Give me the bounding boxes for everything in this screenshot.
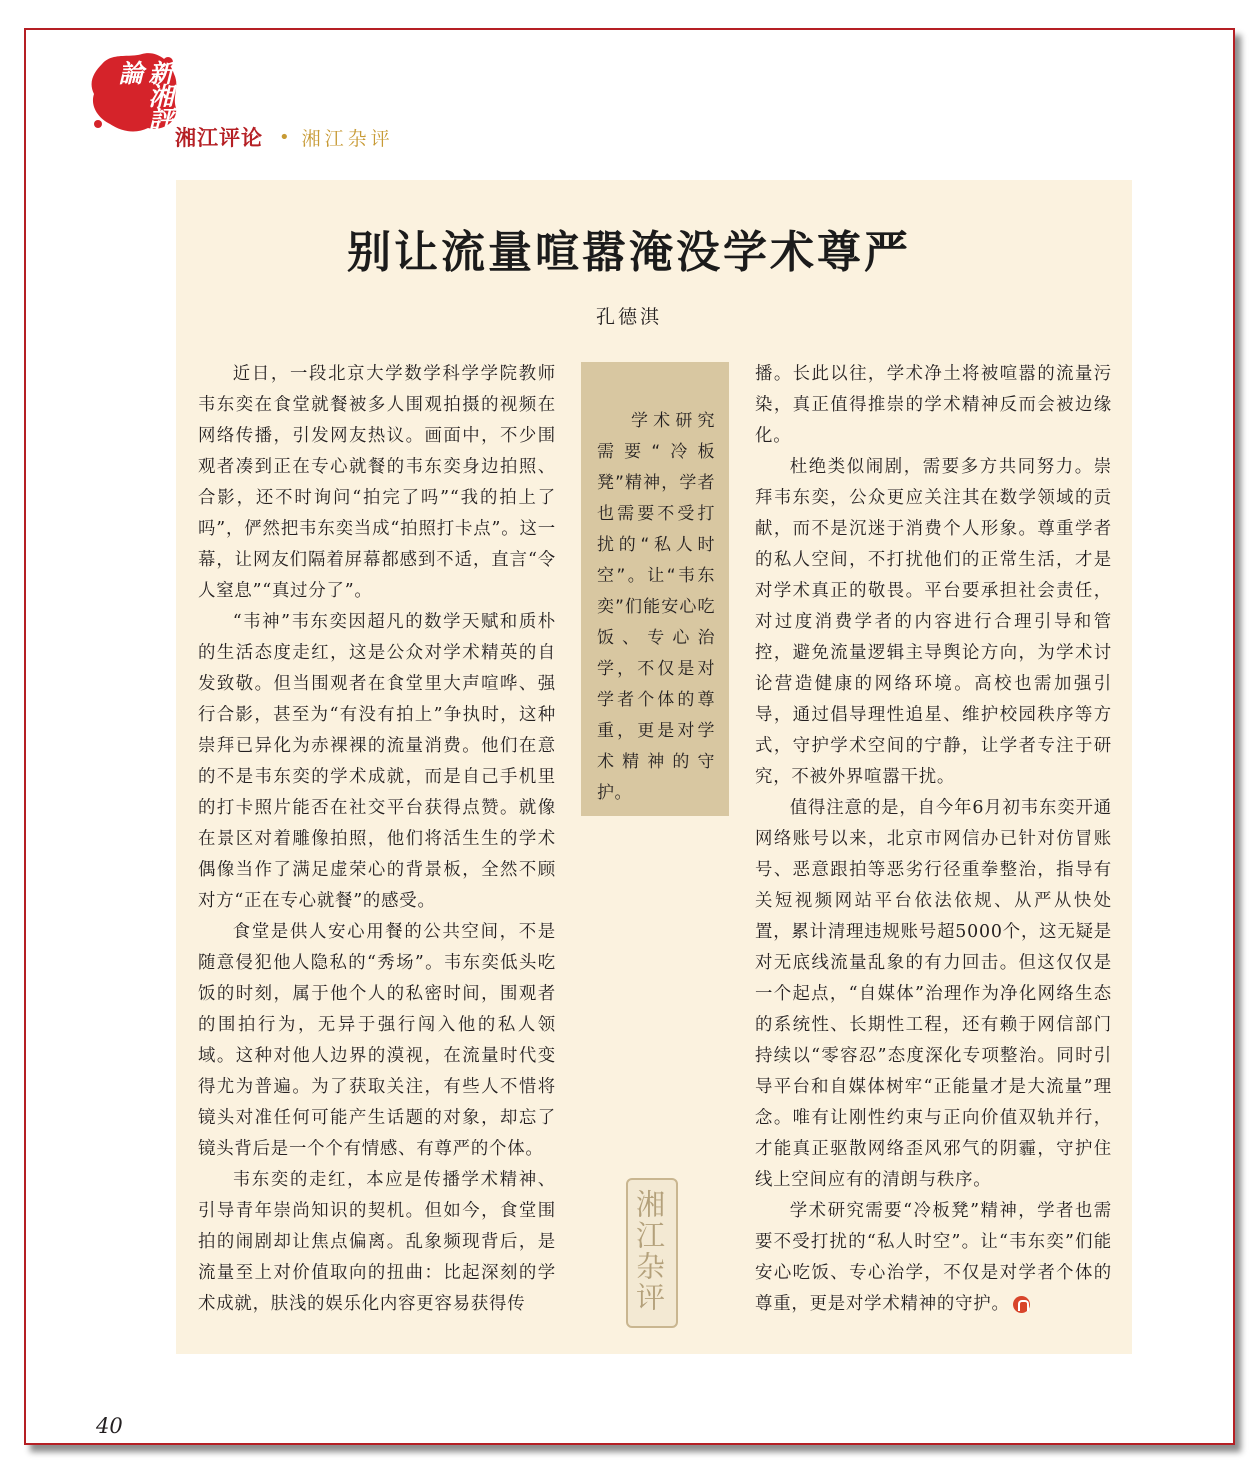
end-mark-icon — [1013, 1296, 1030, 1313]
final-paragraph-text: 学术研究需要“冷板凳”精神，学者也需要不受打扰的“私人时空”。让“韦东奕”们能安心吃饭、专心治学，不仅是对学者个体的尊重，更是对学术精神的守护。 — [755, 1201, 1112, 1314]
paragraph: 近日，一段北京大学数学科学学院教师韦东奕在食堂就餐被多人围观拍摄的视频在网络传播，引发网友热议。画面中，不少围观者凑到正在专心就餐的韦东奕身边拍照、合影，还不时询问“拍完了吗”“我的拍上了吗”，俨然把韦东奕当成“拍照打卡点”。这一幕，让网友们隔着屏幕都感到不适，直言“令人窒息”“真过分了”。 — [198, 364, 556, 601]
paragraph-final — [755, 1196, 1112, 1320]
article-title: 别让流量喧嚣淹没学术尊严 — [347, 227, 911, 278]
paragraph: 值得注意的是，自今年6月初韦东奕开通网络账号以来，北京市网信办已针对仿冒账号、恶意跟拍等恶劣行径重拳整治，指导有关短视频网站平台依法依规、从严从快处置，累计清理违规账号超5000个，这无疑是对无底线流量乱象的有力回击。但这仅仅是一个起点，“自媒体”治理作为净化网络生态的系统性、长期性工程，还有赖于网信部门持续以“零容忍”态度深化专项整治。同时引导平台和自媒体树牢“正能量才是大流量”理念。唯有让刚性约束与正向价值双轨并行，才能真正驱散网络歪风邪气的阴霾，守护住线上空间应有的清朗与秩序。 — [755, 798, 1112, 1190]
left-column — [198, 359, 556, 1320]
paragraph: “韦神”韦东奕因超凡的数学天赋和质朴的生活态度走红，这是公众对学术精英的自发致敬。但当围观者在食堂里大声喧哗、强行合影，甚至为“有没有拍上”争执时，这种崇拜已异化为赤裸裸的流量消费。他们在意的不是韦东奕的学术成就，而是自己手机里的打卡照片能否在社交平台获得点赞。就像在景区对着雕像拍照，他们将活生生的学术偶像当作了满足虚荣心的背景板，全然不顾对方“正在专心就餐”的感受。 — [198, 612, 556, 911]
paragraph: 杜绝类似闹剧，需要多方共同努力。崇拜韦东奕，公众更应关注其在数学领域的贡献，而不是沉迷于消费个人形象。尊重学者的私人空间，不打扰他们的正常生活，才是对学术真正的敬畏。平台要承担社会责任，对过度消费学者的内容进行合理引导和管控，避免流量逻辑主导舆论方向，为学术讨论营造健康的网络环境。高校也需加强引导，通过倡导理性追星、维护校园秩序等方式，守护学术空间的宁静，让学者专注于研究，不被外界喧嚣干扰。 — [755, 457, 1112, 787]
seal-stamp-text: 湘江杂评 — [632, 1189, 666, 1313]
article-author: 孔德淇 — [595, 306, 662, 328]
page-number: 40 — [96, 1414, 123, 1438]
paragraph: 韦东奕的走红，本应是传播学术精神、引导青年崇尚知识的契机。但如今，食堂围拍的闹剧却让焦点偏离。乱象频现背后，是流量至上对价值取向的扭曲：比起深刻的学术成就，肤浅的娱乐化内容更容易获得传 — [198, 1170, 556, 1314]
pull-quote-text: 学术研究需要“冷板凳”精神，学者也需要不受打扰的“私人时空”。让“韦东奕”们能安心吃饭、专心治学，不仅是对学者个体的尊重，更是对学术精神的守护。 — [597, 411, 715, 803]
paragraph: 食堂是供人安心用餐的公共空间，不是随意侵犯他人隐私的“秀场”。韦东奕低头吃饭的时刻，属于他个人的私密时间，围观者的围拍行为，无异于强行闯入他的私人领域。这种对他人边界的漠视，在流量时代变得尤为普遍。为了获取关注，有些人不惜将镜头对准任何可能产生话题的对象，却忘了镜头背后是一个个有情感、有尊严的个体。 — [198, 922, 556, 1159]
section-separator: • — [279, 126, 290, 148]
section-subtitle: 湘江杂评 — [301, 127, 394, 150]
logo-calligraphy: 新湘評論 — [115, 60, 174, 129]
right-column — [755, 359, 1112, 1320]
section-header — [175, 121, 394, 153]
section-title: 湘江评论 — [175, 126, 263, 150]
paragraph-continued: 播。长此以往，学术净土将被喧嚣的流量污染，真正值得推崇的学术精神反而会被边缘化。 — [755, 364, 1112, 446]
